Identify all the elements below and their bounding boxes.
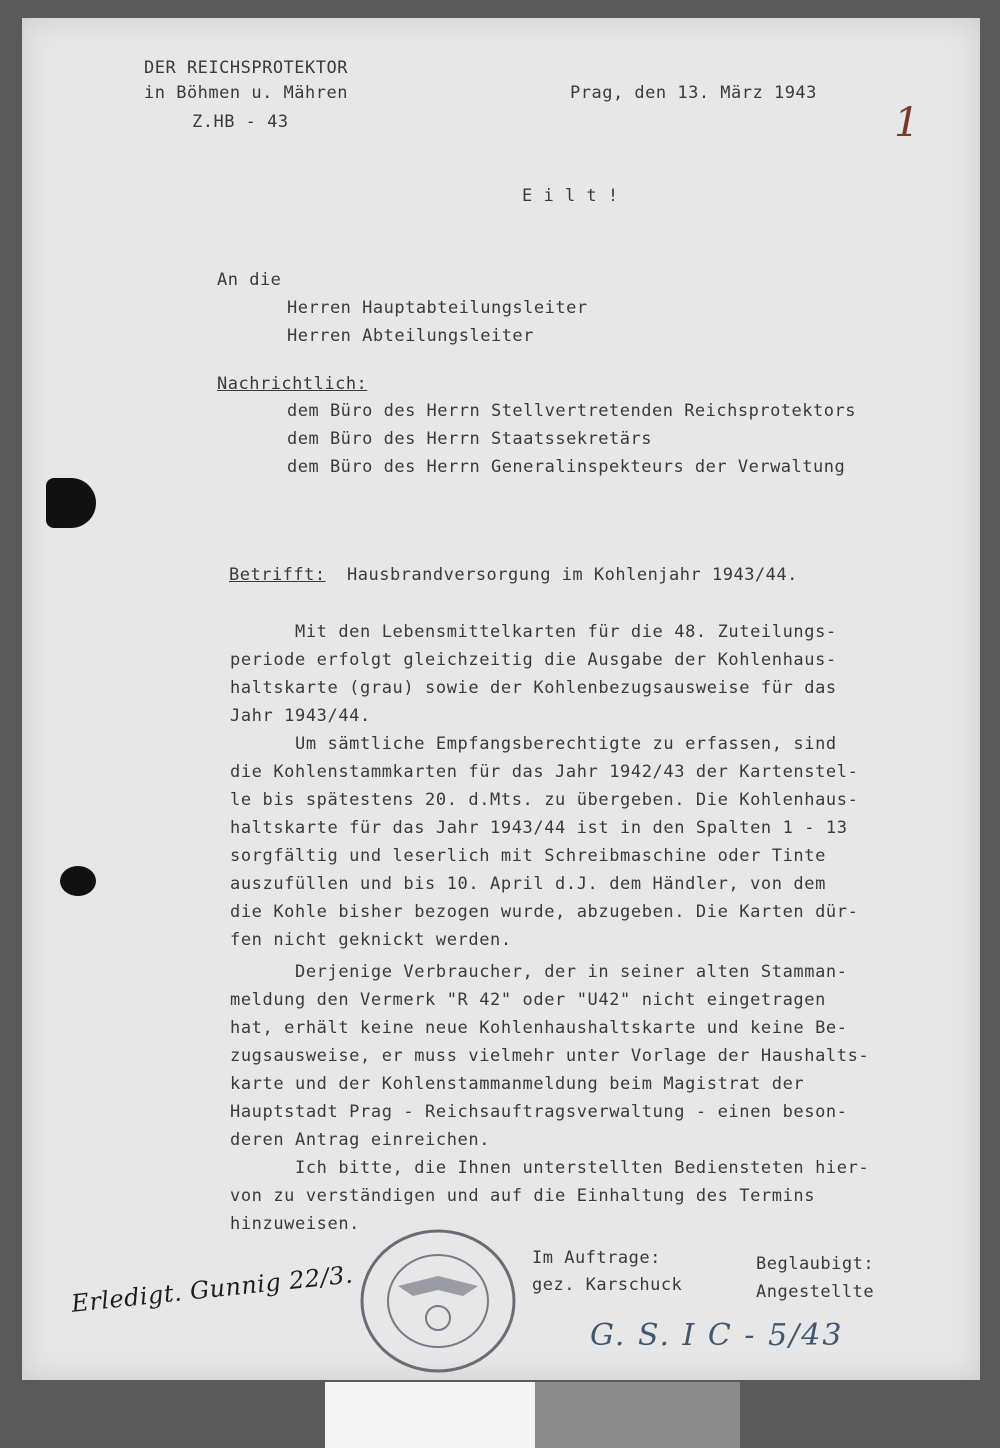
body-line: Um sämtliche Empfangsberechtigte zu erfassen, sind [230,734,837,754]
body-line: auszufüllen und bis 10. April d.J. dem Händler, von dem [230,874,826,894]
letterhead-line-2: in Böhmen u. Mähren [144,83,348,103]
cc-line: dem Büro des Herrn Generalinspekteurs der Verwaltung [287,457,846,477]
body-line: haltskarte (grau) sowie der Kohlenbezugsausweise für das [230,678,837,698]
body-line: periode erfolgt gleichzeitig die Ausgabe der Kohlenhaus- [230,650,837,670]
reference-stamp: G. S. I C - 5/43 [590,1318,844,1353]
body-line: zugsausweise, er muss vielmehr unter Vorlage der Haushalts- [230,1046,870,1066]
punch-hole [46,478,96,528]
signature-line-1: Im Auftrage: [532,1248,661,1268]
calibration-gray-patch [535,1382,740,1448]
cc-line: dem Büro des Herrn Stellvertretenden Reichsprotektors [287,401,856,421]
body-line: Jahr 1943/44. [230,706,371,726]
subject-label: Betrifft: [229,565,326,585]
body-line: fen nicht geknickt werden. [230,930,512,950]
reference-number: Z.HB - 43 [192,112,289,132]
signature-line-2: gez. Karschuck [532,1275,683,1295]
page-number-mark: 1 [894,100,920,146]
body-line: le bis spätestens 20. d.Mts. zu übergeben. Die Kohlenhaus- [230,790,859,810]
body-line: die Kohle bisher bezogen wurde, abzugeben. Die Karten dür- [230,902,859,922]
body-line: Derjenige Verbraucher, der in seiner alten Stamman- [230,962,848,982]
handwritten-note: Erledigt. Gunnig 22/3. [70,1260,355,1318]
subject-text: Hausbrandversorgung im Kohlenjahr 1943/44. [347,565,798,585]
official-seal-stamp [358,1226,518,1376]
body-line: Hauptstadt Prag - Reichsauftragsverwaltung - einen beson- [230,1102,848,1122]
body-line: hat, erhält keine neue Kohlenhaushaltskarte und keine Be- [230,1018,848,1038]
punch-hole [60,866,96,896]
body-line: meldung den Vermerk "R 42" oder "U42" nicht eingetragen [230,990,826,1010]
certified-line-1: Beglaubigt: [756,1254,875,1274]
body-line: die Kohlenstammkarten für das Jahr 1942/43 der Kartenstel- [230,762,859,782]
cc-label: Nachrichtlich: [217,374,368,394]
body-line: Mit den Lebensmittelkarten für die 48. Zuteilungs- [230,622,837,642]
place-date: Prag, den 13. März 1943 [570,83,817,103]
certified-line-2: Angestellte [756,1282,875,1302]
calibration-white-patch [325,1382,535,1448]
body-line: Ich bitte, die Ihnen unterstellten Bediensteten hier- [230,1158,870,1178]
letterhead-line-1: DER REICHSPROTEKTOR [144,58,348,78]
addressee-line: Herren Abteilungsleiter [287,326,534,346]
body-line: deren Antrag einreichen. [230,1130,491,1150]
cc-line: dem Büro des Herrn Staatssekretärs [287,429,652,449]
body-line: karte und der Kohlenstammanmeldung beim Magistrat der [230,1074,805,1094]
addressee-intro: An die [217,270,282,290]
body-line: haltskarte für das Jahr 1943/44 ist in den Spalten 1 - 13 [230,818,848,838]
urgent-heading: E i l t ! [522,186,619,206]
addressee-line: Herren Hauptabteilungsleiter [287,298,588,318]
body-line: sorgfältig und leserlich mit Schreibmaschine oder Tinte [230,846,826,866]
body-line: hinzuweisen. [230,1214,361,1234]
body-line: von zu verständigen und auf die Einhaltung des Termins [230,1186,816,1206]
